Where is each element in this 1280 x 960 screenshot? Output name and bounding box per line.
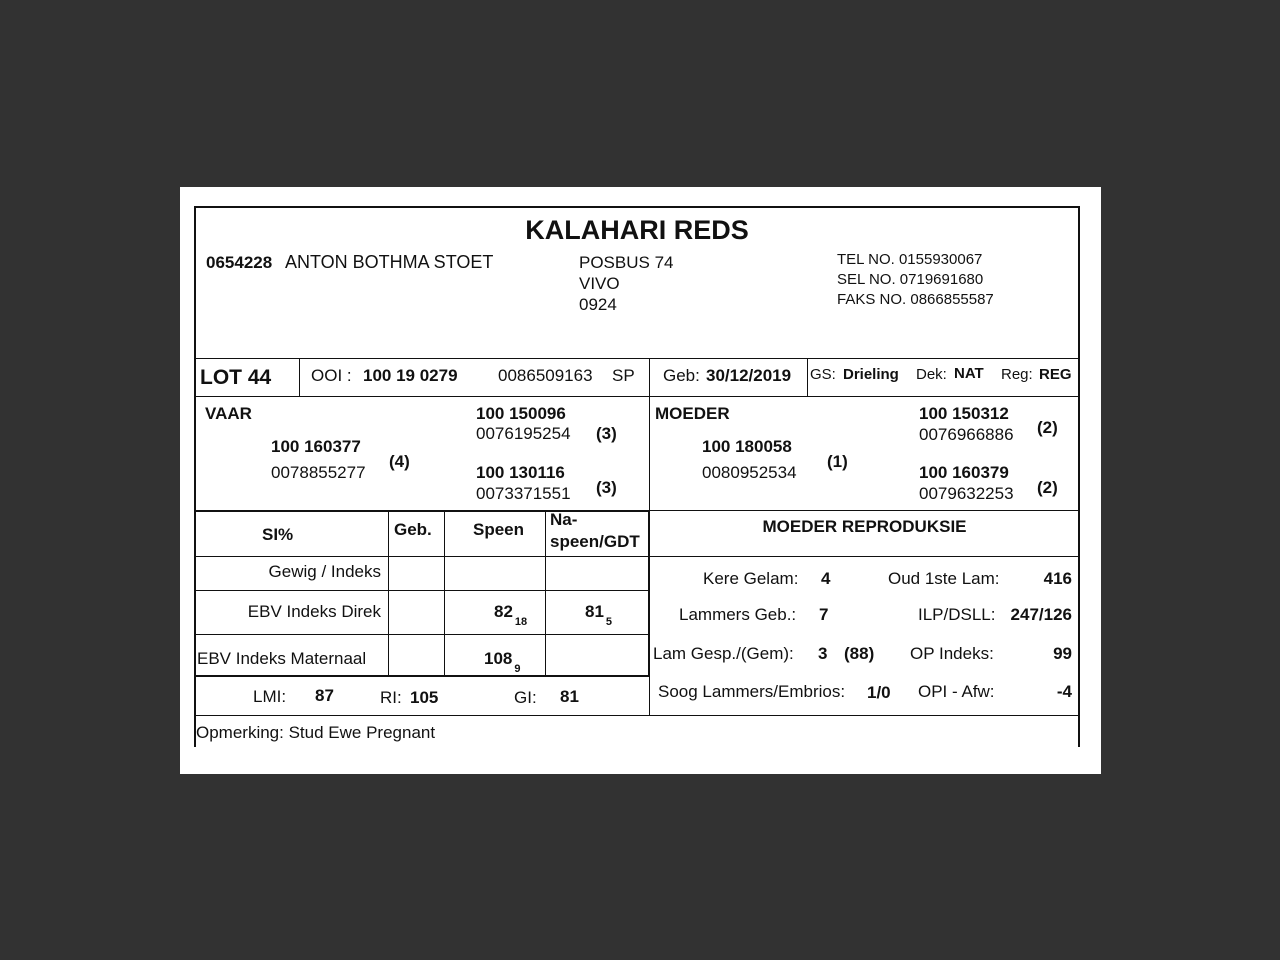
moeder-label: MOEDER [655,404,730,423]
address-line-2: VIVO [579,274,620,293]
faks-number: FAKS NO. 0866855587 [837,291,994,308]
vaar-code: 0078855277 [271,463,366,482]
opi-value: -4 [1056,682,1072,701]
lamgesp-value: 3 [818,644,828,663]
divider [807,358,808,396]
vaar-dam-code: 0073371551 [476,484,571,503]
soog-value: 1/0 [867,683,891,702]
sel-number: SEL NO. 0719691680 [837,271,984,288]
breeder-number: 0654228 [206,253,273,272]
border-right [1078,206,1080,747]
remark-text: Opmerking: Stud Ewe Pregnant [196,723,436,742]
vaar-sire-count: (3) [596,424,617,443]
divider [545,510,546,675]
breed-title: KALAHARI REDS [525,215,749,245]
vaar-dam-number: 100 130116 [476,463,565,482]
vaar-label: VAAR [205,404,252,423]
ri-label: RI: [380,688,402,707]
vaar-sire-code: 0076195254 [476,424,571,443]
moeder-dam-count: (2) [1037,478,1058,497]
dek-label: Dek: [916,366,947,383]
ilp-value: 247/126 [1010,605,1072,624]
gs-label: GS: [810,366,836,383]
ooi-id-code: 0086509163 [498,366,593,385]
divider [299,358,300,396]
divider [194,556,1080,557]
moeder-number: 100 180058 [702,437,792,456]
kere-label: Kere Gelam: [703,569,799,588]
ooi-label: OOI : [311,366,352,385]
divider [649,358,650,396]
op-value: 99 [1053,644,1072,663]
dek-value: NAT [954,365,984,382]
row-label-ebv-maternaal: EBV Indeks Maternaal [197,649,367,668]
border-top [194,206,1080,208]
geb-header: Geb. [394,520,432,539]
ilp-label: ILP/DSLL: [918,605,996,624]
oud-value: 416 [1043,569,1072,588]
vaar-number: 100 160377 [271,437,361,456]
divider [444,510,445,675]
divider [194,510,649,512]
vaar-sire-number: 100 150096 [476,404,566,423]
lmi-value: 87 [315,686,334,705]
reproduction-title: MOEDER REPRODUKSIE [762,517,967,536]
ri-value: 105 [410,688,439,707]
reg-label: Reg: [1001,366,1033,383]
divider [194,715,1080,716]
gs-value: Drieling [843,366,899,383]
naspeen-direk-value: $81_5$ [585,602,613,628]
border-left [194,206,196,747]
divider [194,590,649,591]
gi-value: 81 [560,687,579,706]
lamgesp-gem: (88) [844,644,875,663]
vaar-count: (4) [389,452,410,471]
vaar-dam-count: (3) [596,478,617,497]
lammers-value: 7 [819,605,829,624]
geb-label: Geb: [663,366,700,385]
op-label: OP Indeks: [910,644,994,663]
divider [388,510,389,675]
sp-label: SP [612,366,635,385]
moeder-sire-count: (2) [1037,418,1058,437]
address-line-3: 0924 [579,295,617,314]
divider [649,510,1080,511]
moeder-sire-code: 0076966886 [919,425,1014,444]
ooi-number: 100 19 0279 [363,366,458,385]
reg-value: REG [1039,366,1072,383]
divider [194,634,649,635]
speen-direk-value: $82_{18}$ [494,602,528,628]
geb-date: 30/12/2019 [706,366,792,385]
divider [194,358,1080,359]
moeder-sire-number: 100 150312 [919,404,1009,423]
tel-number: TEL NO. 0155930067 [837,251,983,268]
gi-label: GI: [514,688,537,707]
breeder-name: ANTON BOTHMA STOET [285,252,494,272]
kere-value: 4 [821,569,831,588]
lot-label: LOT 44 [200,366,272,389]
naspeen-header-line-2: speen/GDT [550,532,640,551]
moeder-dam-number: 100 160379 [919,463,1009,482]
lot-card [194,206,1080,747]
document-page [180,187,1101,774]
moeder-count: (1) [827,452,848,471]
opi-label: OPI - Afw: [918,682,995,701]
divider [194,675,649,677]
speen-maternaal-value: $108_9$ [484,649,521,675]
moeder-dam-code: 0079632253 [919,484,1014,503]
lamgesp-label: Lam Gesp./(Gem): [653,644,794,663]
lmi-label: LMI: [253,687,287,706]
divider [194,396,1080,397]
speen-header: Speen [473,520,525,539]
moeder-code: 0080952534 [702,463,797,482]
row-label-ebv-direk: EBV Indeks Direk [247,602,381,621]
si-header: SI% [262,525,294,544]
naspeen-header-line-1: Na- [550,510,578,529]
row-label-gewig: Gewig / Indeks [268,562,381,581]
lammers-label: Lammers Geb.: [679,605,797,624]
soog-label: Soog Lammers/Embrios: [658,682,846,701]
oud-label: Oud 1ste Lam: [888,569,1000,588]
address-line-1: POSBUS 74 [579,253,674,272]
